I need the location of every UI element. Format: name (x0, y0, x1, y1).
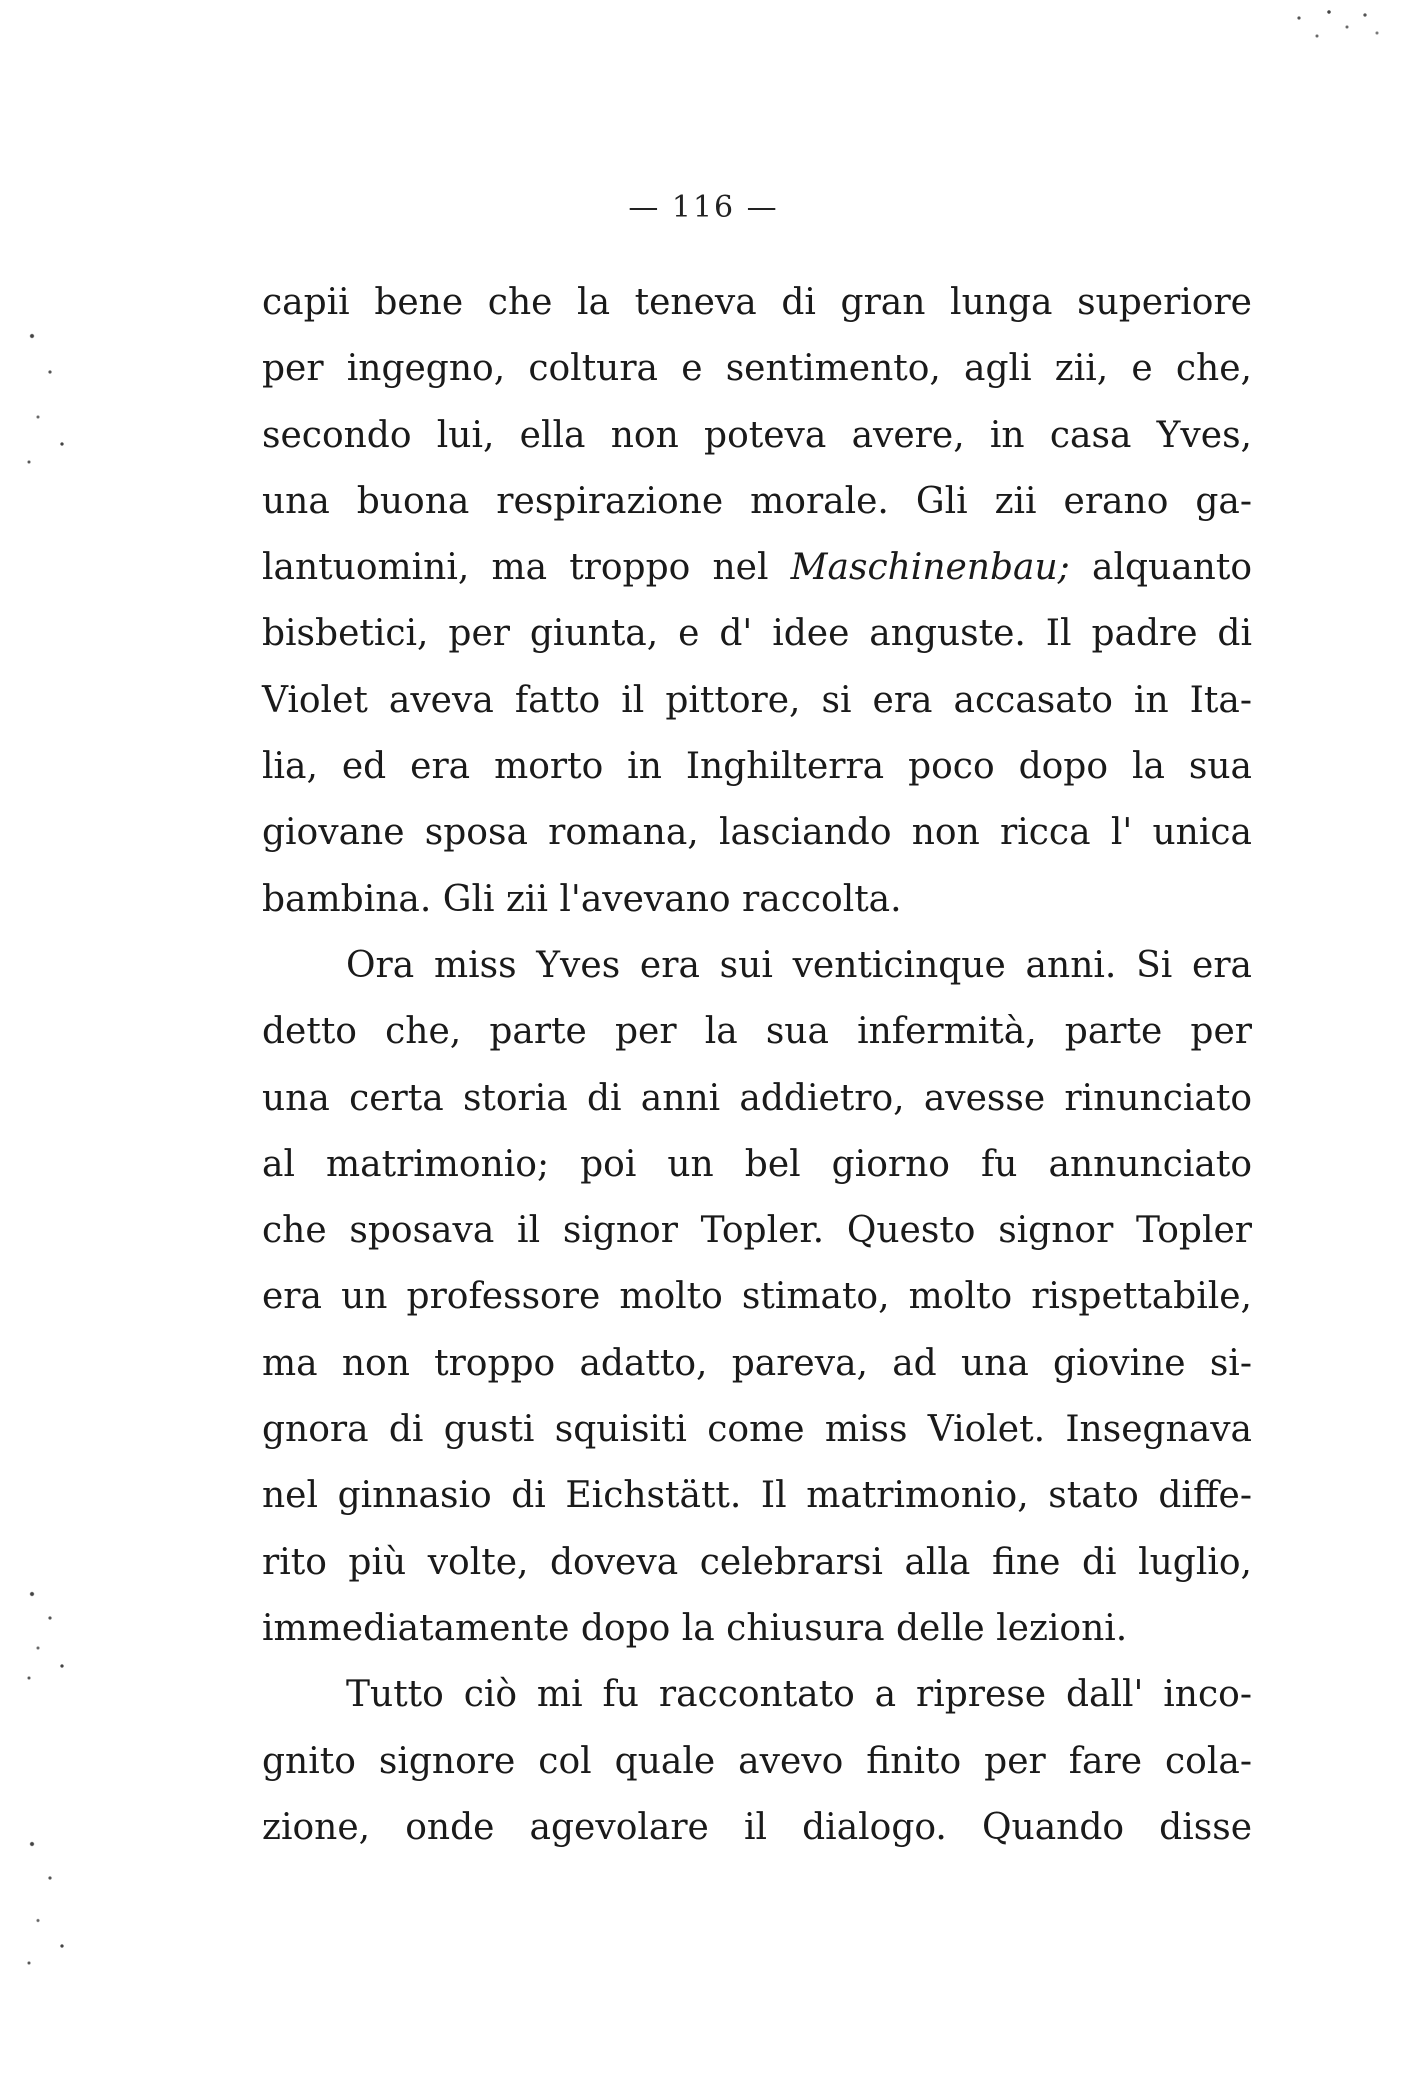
text-line: che sposava il signor Topler. Questo signor Topler (262, 1210, 1252, 1252)
text-line: Violet aveva fatto il pittore, si era accasato in Ita- (262, 679, 1252, 721)
text-line: zione, onde agevolare il dialogo. Quando disse (262, 1806, 1252, 1848)
text-line: secondo lui, ella non poteva avere, in casa Yves, (262, 414, 1252, 456)
text-line: una buona respirazione morale. Gli zii erano ga- (262, 480, 1252, 522)
scan-noise (20, 1570, 80, 1690)
text-line: per ingegno, coltura e sentimento, agli zii, e che, (262, 348, 1252, 390)
text-line: bambina. Gli zii l'avevano raccolta. (262, 878, 902, 920)
text-line: giovane sposa romana, lasciando non ricca l' unica (262, 812, 1252, 854)
text-line: era un professore molto stimato, molto rispettabile, (262, 1276, 1252, 1318)
paragraph-start: Ora miss Yves era sui venticinque anni. Si era (346, 944, 1252, 986)
page-number: — 116 — (628, 190, 779, 225)
text-segment: alquanto (1069, 547, 1252, 589)
italic-term: Maschinenbau; (790, 547, 1070, 589)
text-line: gnora di gusti squisiti come miss Violet. Insegnava (262, 1409, 1252, 1451)
scan-noise (20, 300, 80, 480)
text-line: gnito signore col quale avevo finito per fare cola- (262, 1740, 1252, 1782)
text-line: capii bene che la teneva di gran lunga superiore (262, 282, 1252, 323)
text-line (262, 535, 1252, 601)
text-line: al matrimonio; poi un bel giorno fu annunciato (262, 1143, 1252, 1185)
text-line: lia, ed era morto in Inghilterra poco dopo la sua (262, 746, 1252, 788)
text-line: ma non troppo adatto, pareva, ad una giovine si- (262, 1342, 1252, 1384)
text-line: immediatamente dopo la chiusura delle lezioni. (262, 1607, 1128, 1649)
text-line: bisbetici, per giunta, e d' idee anguste. Il padre di (262, 613, 1252, 655)
paragraph-start: Tutto ciò mi fu raccontato a riprese dall' inco- (346, 1674, 1252, 1716)
text-line: una certa storia di anni addietro, avesse rinunciato (262, 1077, 1252, 1119)
text-line: detto che, parte per la sua infermità, parte per (262, 1011, 1252, 1053)
scan-noise (20, 1810, 80, 1980)
body-text (262, 270, 1252, 1861)
scan-noise (1275, 0, 1395, 60)
text-segment: lantuomini, ma troppo nel (262, 547, 791, 589)
text-line: rito più volte, doveva celebrarsi alla fine di luglio, (262, 1541, 1252, 1583)
text-line: nel ginnasio di Eichstätt. Il matrimonio, stato diffe- (262, 1475, 1252, 1517)
